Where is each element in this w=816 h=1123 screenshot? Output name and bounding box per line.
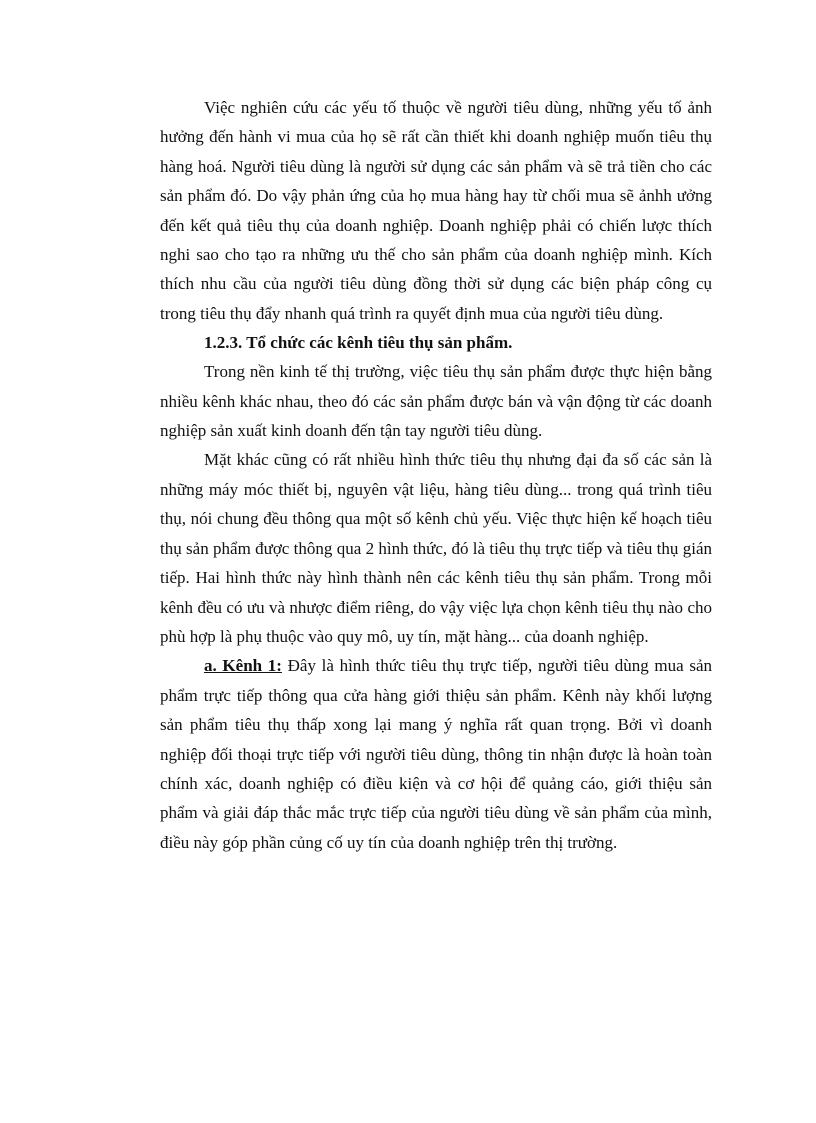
paragraph-consumer-factors: Việc nghiên cứu các yếu tố thuộc về người tiêu dùng, những yếu tố ảnh hưởng đến hành vi mua của họ sẽ rất cần thiết khi doanh nghiệp muốn tiêu thụ hàng hoá. Người tiêu dùng là người sử dụng các sản phẩm và sẽ trả tiền cho các sản phẩm đó. Do vậy phản ứng của họ mua hàng hay từ chối mua sẽ ảnhh ưởng đến kết quả tiêu thụ của doanh nghiệp. Doanh nghiệp phải có chiến lược thích nghi sao cho tạo ra những ưu thế cho sản phẩm của doanh nghiệp mình. Kích thích nhu cầu của người tiêu dùng đồng thời sử dụng các biện pháp công cụ trong tiêu thụ đẩy nhanh quá trình ra quyết định mua của người tiêu dùng. (160, 98, 712, 323)
paragraph-channel-1 (160, 651, 712, 857)
paragraph-sales-forms: Mặt khác cũng có rất nhiều hình thức tiêu thụ nhưng đại đa số các sản là những máy móc thiết bị, nguyên vật liệu, hàng tiêu dùng... trong quá trình tiêu thụ, nói chung đều thông qua một số kênh chủ yếu. Việc thực hiện kế hoạch tiêu thụ sản phẩm được thông qua 2 hình thức, đó là tiêu thụ trực tiếp và tiêu thụ gián tiếp. Hai hình thức này hình thành nên các kênh tiêu thụ sản phẩm. Trong mỗi kênh đều có ưu và nhược điểm riêng, do vậy việc lựa chọn kênh tiêu thụ nào cho phù hợp là phụ thuộc vào quy mô, uy tín, mặt hàng... của doanh nghiệp. (160, 450, 712, 646)
paragraph-market-channels: Trong nền kinh tế thị trường, việc tiêu thụ sản phẩm được thực hiện bằng nhiều kênh khác nhau, theo đó các sản phẩm được bán và vận động từ các doanh nghiệp sản xuất kinh doanh đến tận tay người tiêu dùng. (160, 362, 712, 441)
section-heading: 1.2.3. Tổ chức các kênh tiêu thụ sản phẩm. (204, 333, 513, 353)
channel-1-label: a. Kênh 1: (204, 656, 282, 676)
channel-1-text: Đây là hình thức tiêu thụ trực tiếp, người tiêu dùng mua sản phẩm trực tiếp thông qua cửa hàng giới thiệu sản phẩm. Kênh này khối lượng sản phẩm tiêu thụ thấp xong lại mang ý nghĩa rất quan trọng. Bởi vì doanh nghiệp đối thoại trực tiếp với người tiêu dùng, thông tin nhận được là hoàn toàn chính xác, doanh nghiệp có điều kiện và cơ hội để quảng cáo, giới thiệu sản phẩm và giải đáp thắc mắc trực tiếp của người tiêu dùng về sản phẩm của mình, điều này góp phần củng cố uy tín của doanh nghiệp trên thị trường. (160, 656, 712, 852)
document-body (160, 93, 712, 857)
